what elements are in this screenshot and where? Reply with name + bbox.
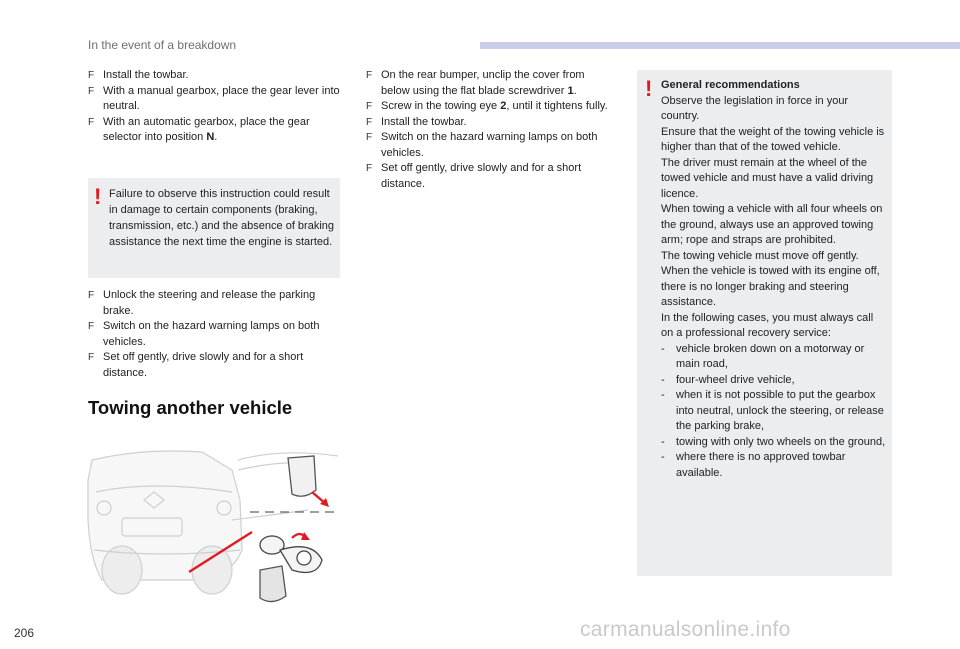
step-arrow-icon: F <box>88 70 95 81</box>
section-header-bar <box>480 42 960 49</box>
recommendation-paragraph: The driver must remain at the wheel of the towed vehicle and must have a valid driving licence. <box>661 156 874 200</box>
warning-box <box>88 178 340 278</box>
recommendations-title: General recommendations <box>661 79 800 91</box>
recommendation-paragraph: When the vehicle is towed with its engine off, there is no longer braking and steering assistance. <box>661 265 880 308</box>
recommendations-box <box>637 70 892 576</box>
step-item <box>88 115 343 146</box>
step-arrow-icon: F <box>88 116 95 128</box>
step-item: F Install the towbar. <box>366 115 616 131</box>
step-arrow-icon: F <box>366 101 373 112</box>
step-arrow-icon: F <box>366 116 373 128</box>
step-item <box>366 99 616 115</box>
middle-steps <box>366 68 616 192</box>
step-item: F Unlock the steering and release the parking brake. <box>88 289 316 317</box>
left-steps-top <box>88 68 343 146</box>
step-text-unclip-cover: On the rear bumper, unclip the cover from below using the flat blade screwdriver 1. <box>381 69 585 97</box>
case-item: - four-wheel drive vehicle, <box>661 373 795 386</box>
step-arrow-icon: F <box>88 321 95 332</box>
case-item: - vehicle broken down on a motorway or main road, <box>661 342 865 370</box>
step-item: F Switch on the hazard warning lamps on both vehicles. <box>366 131 598 159</box>
step-arrow-icon: F <box>88 85 95 97</box>
step-arrow-icon: F <box>88 290 95 301</box>
recommendation-paragraph: Observe the legislation in force in your country. <box>661 94 849 122</box>
case-item: - when it is not possible to put the gearbox into neutral, unlock the steering, or release the parking brake, <box>661 389 884 432</box>
step-item <box>366 68 616 99</box>
step-arrow-icon: F <box>88 352 95 363</box>
exclamation-icon: ! <box>645 76 653 101</box>
recommendation-paragraph: In the following cases, you must always call on a professional recovery service: <box>661 311 874 339</box>
step-item: F With a manual gearbox, place the gear lever into neutral. <box>88 84 340 112</box>
section-heading-towing: Towing another vehicle <box>88 397 293 418</box>
warning-text: Failure to observe this instruction could result in damage to certain components (braking, transmission, etc.) and the absence of braking assistance the next time the engine is started. <box>109 188 335 248</box>
recommendations-content <box>661 78 887 481</box>
step-text-neutral-position: With an automatic gearbox, place the gear selector into position N. <box>103 115 310 143</box>
watermark: carmanualsonline.info <box>580 618 791 641</box>
recommendation-paragraph: When towing a vehicle with all four wheels on the ground, always use an approved towing arm; rope and straps are prohibited. <box>661 203 883 246</box>
step-item: F Set off gently, drive slowly and for a short distance. <box>88 351 304 379</box>
step-item: F Install the towbar. <box>88 68 343 84</box>
recommendation-paragraph: Ensure that the weight of the towing vehicle is higher than that of the towed vehicle. <box>661 125 885 153</box>
left-steps-bottom <box>88 288 343 381</box>
page-number: 206 <box>14 626 35 640</box>
step-arrow-icon: F <box>366 163 373 174</box>
exclamation-icon: ! <box>94 184 102 209</box>
recommendation-paragraph: The towing vehicle must move off gently. <box>661 249 859 262</box>
section-header-title: In the event of a breakdown <box>88 38 237 52</box>
case-item: - towing with only two wheels on the ground, <box>661 435 886 448</box>
step-item: F Switch on the hazard warning lamps on both vehicles. <box>88 320 320 348</box>
step-arrow-icon: F <box>366 70 373 81</box>
step-arrow-icon: F <box>366 132 373 143</box>
step-text-screw-eye: Screw in the towing eye 2, until it tightens fully. <box>381 100 608 112</box>
case-item: - where there is no approved towbar available. <box>661 451 846 479</box>
towing-eye-illustration <box>82 440 344 605</box>
step-item: F Set off gently, drive slowly and for a short distance. <box>366 162 582 190</box>
